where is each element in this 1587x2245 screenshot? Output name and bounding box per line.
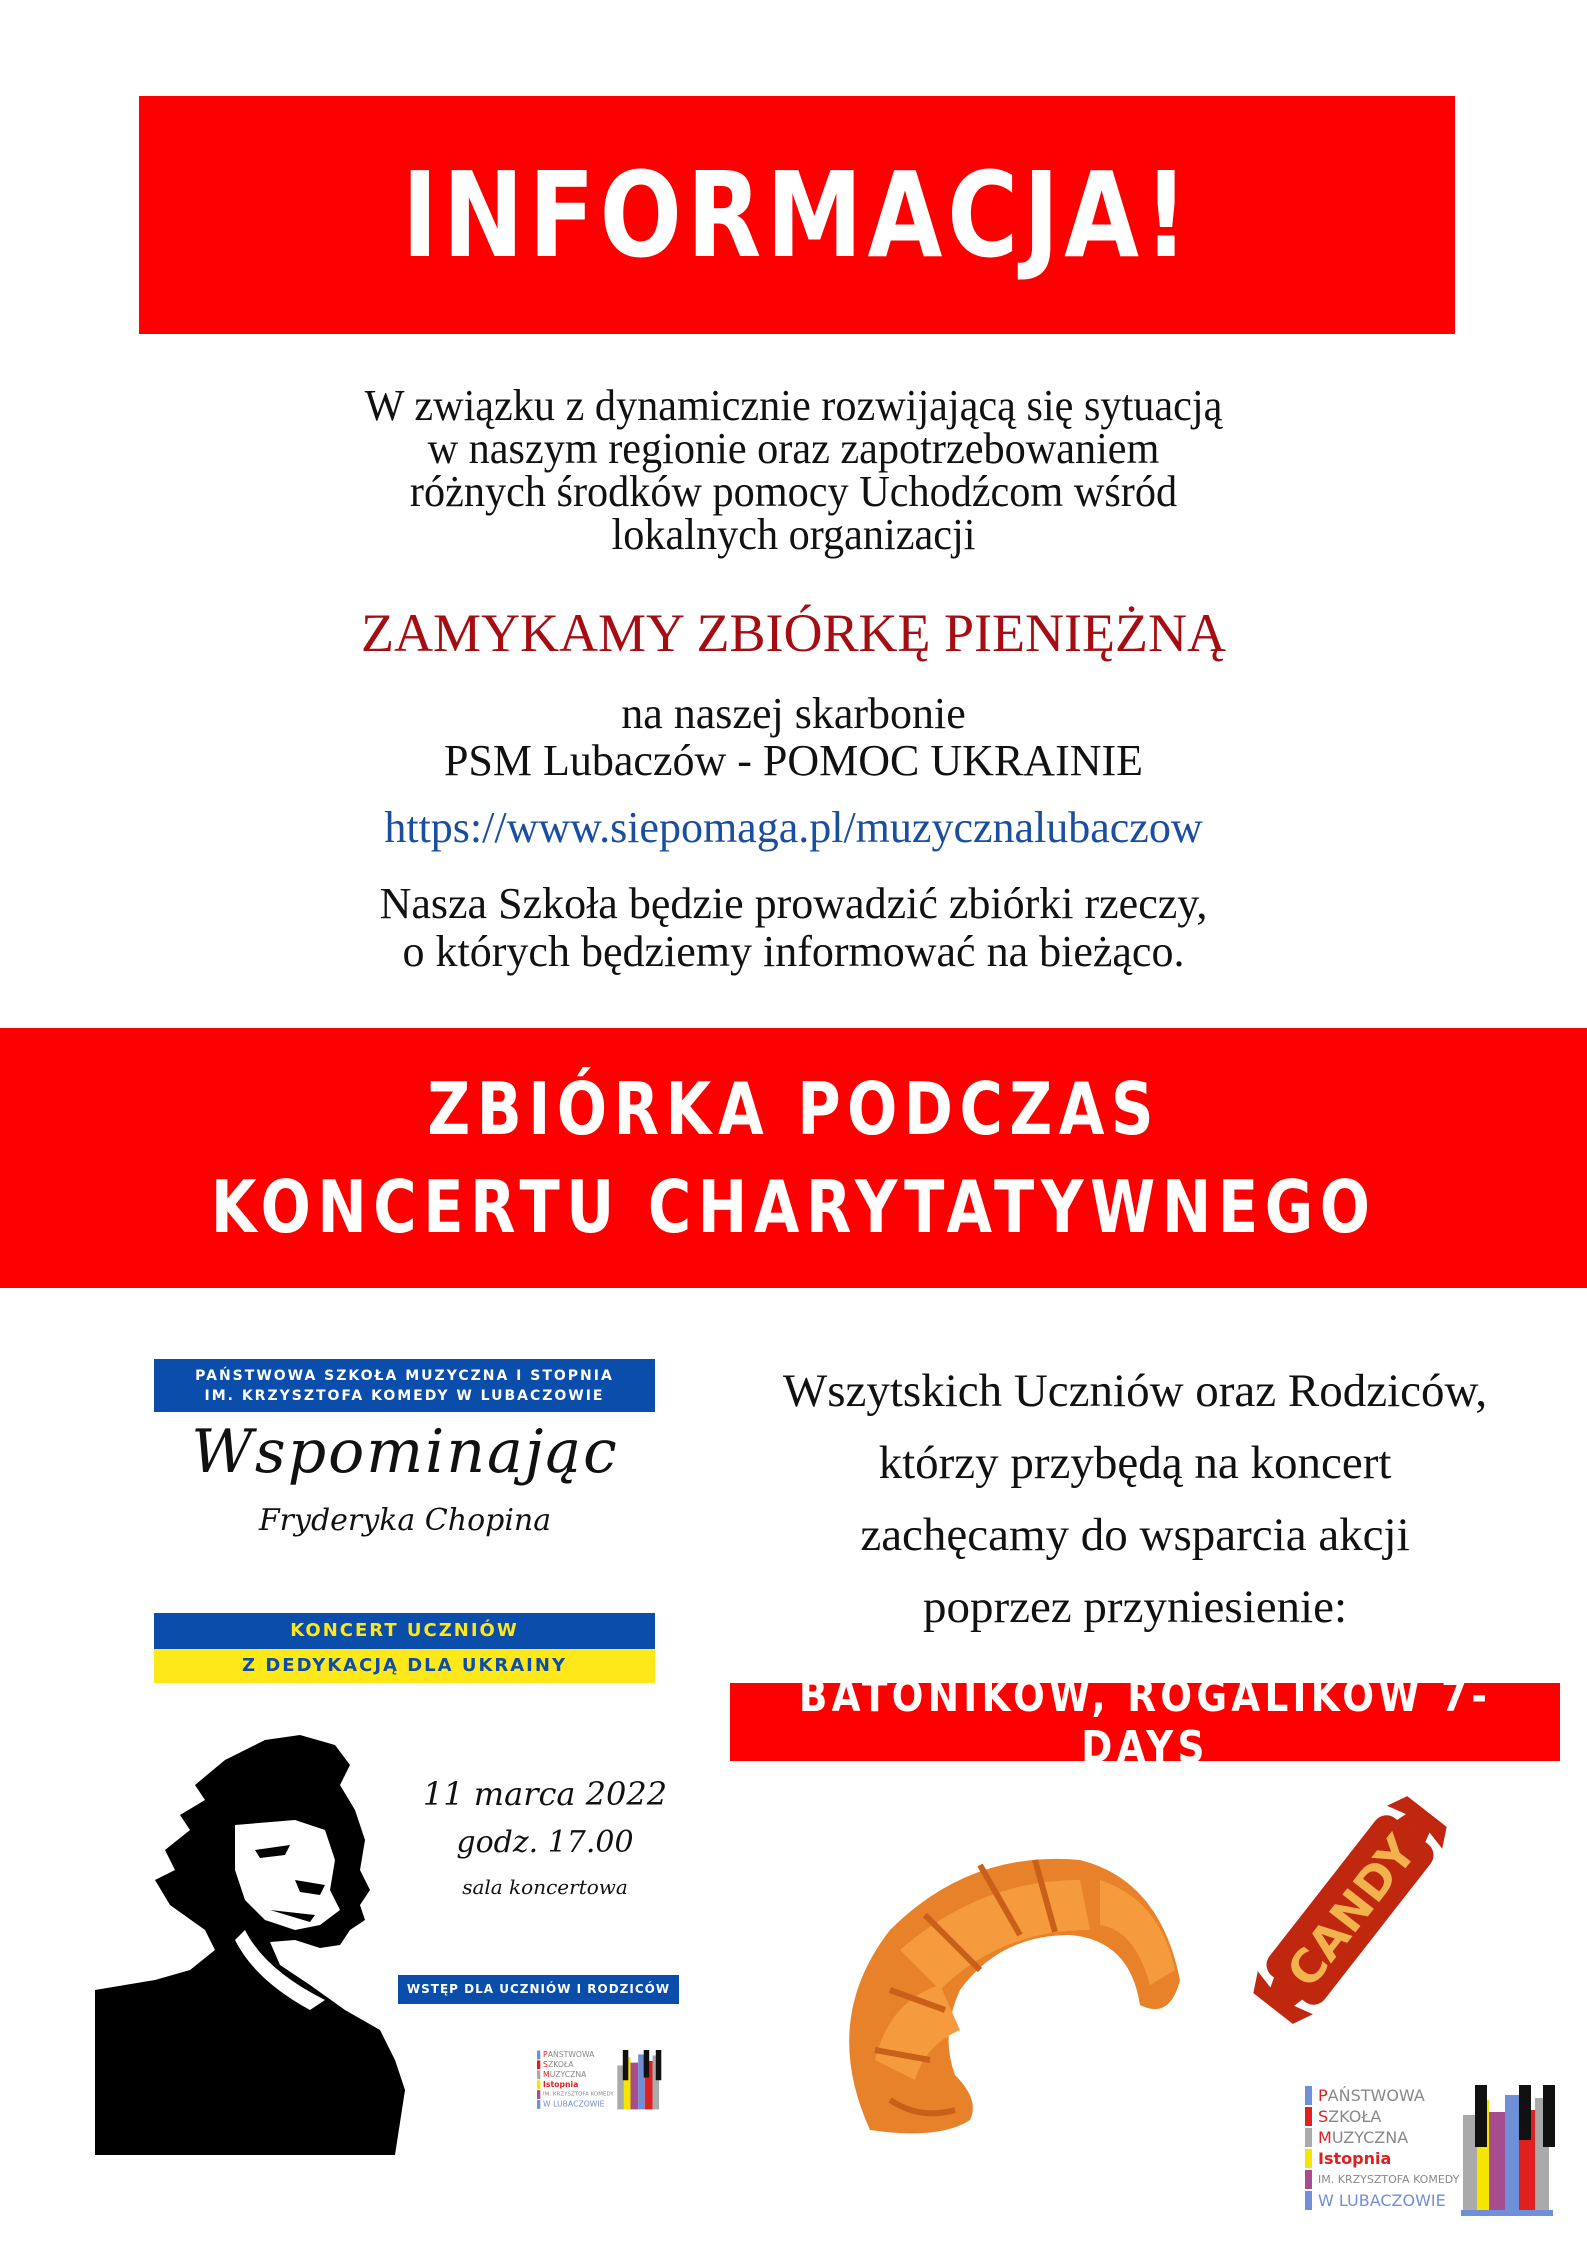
school-logo-small bbox=[537, 2050, 659, 2109]
invitation-line: zachęcamy do wsparcia akcji bbox=[860, 1509, 1410, 1561]
invitation-paragraph bbox=[720, 1355, 1550, 1643]
items-banner bbox=[730, 1671, 1560, 1773]
account-info bbox=[150, 690, 1437, 784]
poster-band-blue: KONCERT UCZNIÓW bbox=[154, 1613, 655, 1649]
logo-line: I stopnia bbox=[537, 2080, 614, 2090]
note-line: Nasza Szkoła będzie prowadzić zbiórki rzeczy, bbox=[379, 879, 1208, 928]
logo-line: M UZYCZNA bbox=[1305, 2127, 1459, 2148]
poster-subtitle: Fryderyka Chopina bbox=[258, 1503, 552, 1538]
poster-entry-badge: WSTĘP DLA UCZNIÓW I RODZICÓW bbox=[398, 1975, 679, 2004]
invitation-line: poprzez przyniesienie: bbox=[922, 1581, 1348, 1633]
piano-keys-icon bbox=[1463, 2085, 1549, 2210]
chopin-portrait-icon bbox=[95, 1730, 425, 2155]
invitation-line: Wszytskich Uczniów oraz Rodziców, bbox=[782, 1365, 1488, 1417]
section-banner-line: ZBIÓRKA PODCZAS bbox=[427, 1067, 1160, 1151]
logo-line: S ZKOŁA bbox=[1305, 2106, 1459, 2127]
logo-line: M UZYCZNA bbox=[537, 2070, 614, 2080]
header-banner bbox=[139, 96, 1455, 334]
poster-title: Wspominając bbox=[191, 1417, 619, 1487]
poster-band-yellow: Z DEDYKACJĄ DLA UKRAINY bbox=[154, 1649, 655, 1683]
poster-time: godz. 17.00 bbox=[456, 1825, 634, 1860]
poster-school-line: PAŃSTWOWA SZKOŁA MUZYCZNA I STOPNIA bbox=[195, 1368, 614, 1384]
school-logo bbox=[1305, 2085, 1549, 2211]
intro-line: różnych środków pomocy Uchodźcom wśród bbox=[409, 467, 1178, 516]
page-title: INFORMACJA! bbox=[401, 146, 1193, 284]
intro-line: w naszym regionie oraz zapotrzebowaniem bbox=[427, 424, 1160, 473]
logo-line: P AŃSTWOWA bbox=[1305, 2085, 1459, 2106]
logo-line: W LUBACZOWIE bbox=[537, 2100, 614, 2110]
section-banner-line: KONCERTU CHARYTATYWNEGO bbox=[210, 1165, 1377, 1249]
logo-line: P AŃSTWOWA bbox=[537, 2050, 614, 2060]
poster-place: sala koncertowa bbox=[462, 1875, 628, 1899]
items-banner-text: BATONIKÓW, ROGALIKÓW 7-DAYS bbox=[798, 1671, 1492, 1773]
poster-date: 11 marca 2022 bbox=[422, 1775, 668, 1813]
logo-line: IM. KRZYSZTOFA KOMEDY bbox=[1305, 2169, 1459, 2190]
account-name: PSM Lubaczów - POMOC UKRAINIE bbox=[443, 736, 1144, 785]
closing-headline: ZAMYKAMY ZBIÓRKĘ PIENIĘŻNĄ bbox=[361, 603, 1226, 663]
poster-school-line: IM. KRZYSZTOFA KOMEDY W LUBACZOWIE bbox=[204, 1388, 605, 1404]
logo-line: I stopnia bbox=[1305, 2148, 1459, 2169]
note-line: o których będziemy informować na bieżąco. bbox=[402, 927, 1185, 976]
donation-link[interactable]: https://www.siepomaga.pl/muzycznalubaczow bbox=[384, 803, 1203, 852]
section-banner bbox=[0, 1028, 1587, 1288]
invitation-line: którzy przybędą na koncert bbox=[878, 1437, 1392, 1489]
candy-bar-icon bbox=[1215, 1790, 1485, 2030]
poster-school-band bbox=[154, 1359, 655, 1412]
donation-link-row bbox=[150, 803, 1437, 853]
intro-line: lokalnych organizacji bbox=[611, 510, 976, 559]
svg-text:CANDY: CANDY bbox=[1276, 1825, 1428, 1998]
intro-paragraph bbox=[176, 381, 1412, 559]
account-line: na naszej skarbonie bbox=[621, 689, 966, 738]
croissant-icon bbox=[830, 1820, 1200, 2140]
logo-line: IM. KRZYSZTOFA KOMEDY bbox=[537, 2090, 614, 2100]
note-paragraph bbox=[150, 880, 1437, 976]
intro-line: W związku z dynamicznie rozwijającą się sytuacją bbox=[364, 381, 1223, 430]
logo-line: S ZKOŁA bbox=[537, 2060, 614, 2070]
concert-poster bbox=[95, 1355, 695, 2160]
logo-line: W LUBACZOWIE bbox=[1305, 2190, 1459, 2211]
piano-keys-icon bbox=[617, 2050, 659, 2109]
